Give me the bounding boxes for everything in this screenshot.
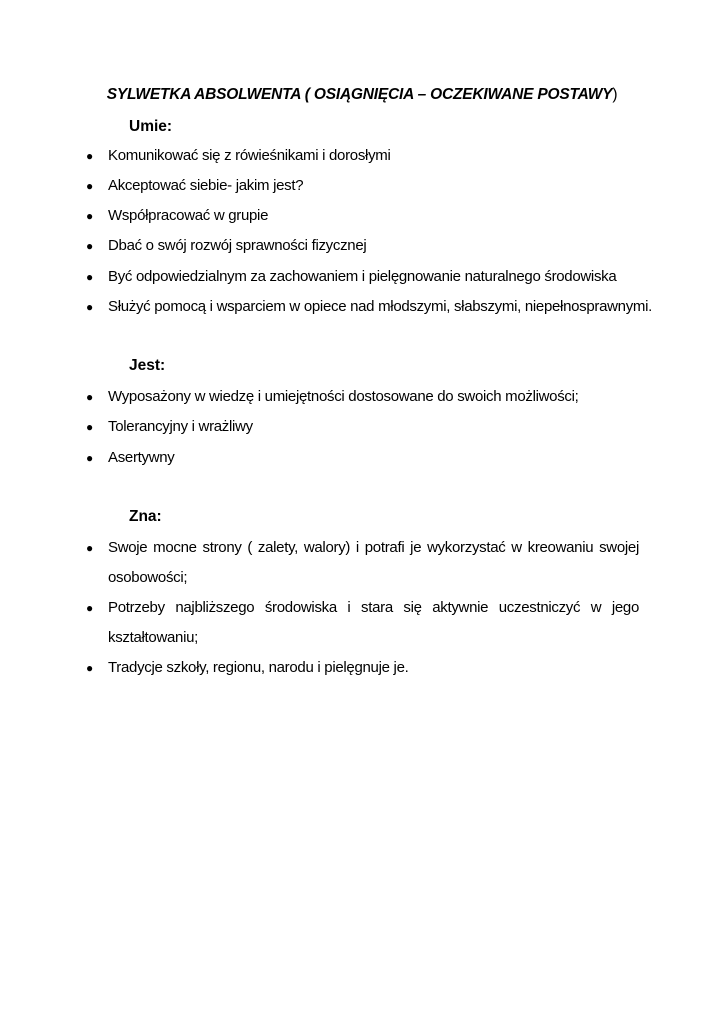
list-item: [86, 593, 639, 653]
bullet-icon: ●: [86, 149, 93, 163]
list-item-text: Asertywny: [108, 449, 175, 466]
section-heading-jest: Jest:: [129, 357, 166, 374]
section-heading-umie: Umie:: [129, 118, 173, 135]
list-item: [86, 653, 639, 683]
bullet-icon: ●: [86, 209, 93, 223]
bullet-icon: ●: [86, 661, 93, 675]
document-title-close: ): [612, 86, 618, 103]
list-item: [86, 201, 639, 231]
list-item-text: Być odpowiedzialnym za zachowaniem i pielęgnowanie naturalnego środowiska: [108, 268, 617, 285]
list-item: [86, 412, 639, 442]
bullet-icon: ●: [86, 420, 93, 434]
bullet-icon: ●: [86, 601, 93, 615]
bullet-icon: ●: [86, 390, 93, 404]
bullet-icon: ●: [86, 270, 93, 284]
bullet-icon: ●: [86, 179, 93, 193]
list-item: [86, 141, 639, 171]
list-item-text: Dbać o swój rozwój sprawności fizycznej: [108, 237, 367, 254]
list-item: [86, 533, 639, 593]
list-item-text: Tolerancyjny i wrażliwy: [108, 418, 253, 435]
section-heading-zna: Zna:: [129, 508, 162, 525]
list-item-text: Swoje mocne strony ( zalety, walory) i potrafi je wykorzystać w kreowaniu swojej osobowości;: [108, 539, 639, 586]
bullet-icon: ●: [86, 541, 93, 555]
list-item-text: Komunikować się z rówieśnikami i dorosłymi: [108, 147, 391, 164]
bullet-icon: ●: [86, 451, 93, 465]
list-item: [86, 231, 639, 261]
list-item: [86, 443, 639, 473]
list-item-text: Wyposażony w wiedzę i umiejętności dostosowane do swoich możliwości;: [108, 388, 579, 405]
document-title: [0, 86, 724, 104]
list-item-text: Potrzeby najbliższego środowiska i stara się aktywnie uczestniczyć w jego kształtowaniu;: [108, 599, 639, 646]
bullet-icon: ●: [86, 239, 93, 253]
list-item: [86, 292, 653, 322]
list-item-text: Akceptować siebie- jakim jest?: [108, 177, 304, 194]
list-item: [86, 171, 639, 201]
bullet-icon: ●: [86, 300, 93, 314]
list-item-text: Współpracować w grupie: [108, 207, 269, 224]
list-item: [86, 262, 639, 292]
list-item: [86, 382, 639, 412]
list-item-text: Tradycje szkoły, regionu, narodu i pielęgnuje je.: [108, 659, 409, 676]
document-title-text: SYLWETKA ABSOLWENTA ( OSIĄGNIĘCIA – OCZEKIWANE POSTAWY: [106, 86, 613, 103]
list-item-text: Służyć pomocą i wsparciem w opiece nad młodszymi, słabszymi, niepełnosprawnymi.: [108, 298, 653, 315]
